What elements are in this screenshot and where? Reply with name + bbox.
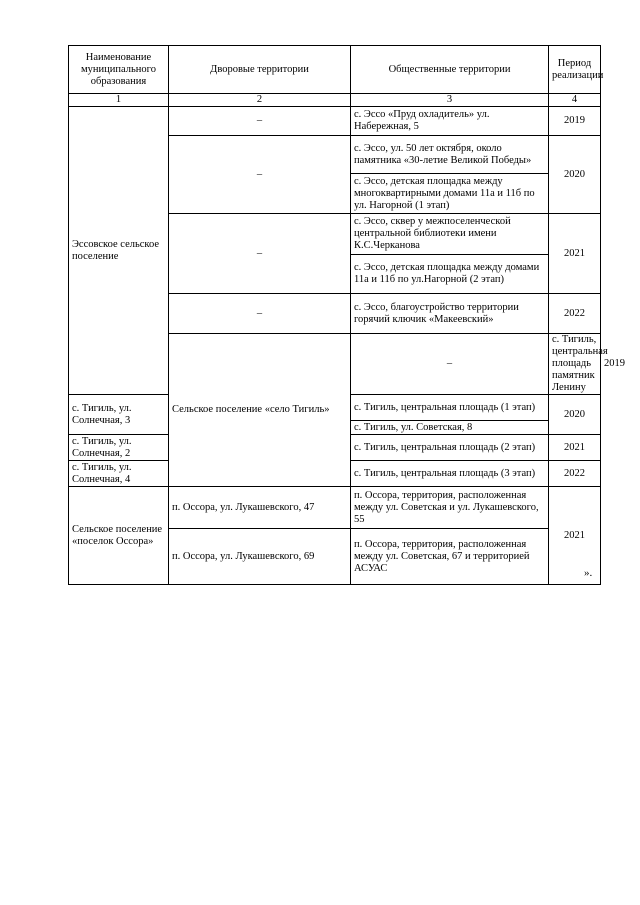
year-cell: 2021 bbox=[549, 214, 601, 294]
public-cell: с. Эссо, детская площадка между домами 11а и 11б по ул.Нагорной (2 этап) bbox=[351, 255, 549, 294]
year-cell: 2020 bbox=[549, 395, 601, 435]
closing-quote: ». bbox=[584, 567, 593, 579]
yard-cell: с. Тигиль, ул. Солнечная, 2 bbox=[69, 435, 169, 461]
year-cell: 2021 bbox=[549, 435, 601, 461]
year-cell: 2022 bbox=[549, 461, 601, 487]
public-cell: с. Тигиль, центральная площадь (1 этап) bbox=[351, 395, 549, 421]
territories-table bbox=[68, 45, 625, 585]
header-row bbox=[69, 46, 601, 94]
yard-cell: – bbox=[169, 107, 351, 136]
year-cell: 2019 bbox=[549, 107, 601, 136]
table-row bbox=[69, 487, 601, 529]
yard-cell: с. Тигиль, ул. Солнечная, 4 bbox=[69, 461, 169, 487]
column-number: 1 bbox=[69, 94, 169, 107]
yard-cell: – bbox=[169, 214, 351, 294]
column-number: 4 bbox=[549, 94, 601, 107]
table-row: Сельское поселение «село Тигиль» – с. Тигиль, центральная площадь памятник Ленину 2019 bbox=[69, 334, 601, 395]
public-cell: с. Эссо, детская площадка между многоквартирными домами 11а и 11б по ул. Нагорной (1 этап) bbox=[351, 174, 549, 214]
header-municipality: Наименование муниципального образования bbox=[69, 46, 169, 94]
column-number: 3 bbox=[351, 94, 549, 107]
year-cell: 2021 bbox=[549, 487, 601, 585]
municipality-cell: Сельское поселение «поселок Оссора» bbox=[69, 487, 169, 585]
header-period: Период реализации bbox=[549, 46, 601, 94]
public-cell: с. Эссо, благоустройство территории горячий ключик «Макеевский» bbox=[351, 294, 549, 334]
public-cell: с. Эссо, ул. 50 лет октября, около памятника «30-летие Великой Победы» bbox=[351, 136, 549, 174]
column-number: 2 bbox=[169, 94, 351, 107]
public-cell: с. Тигиль, центральная площадь (2 этап) bbox=[351, 435, 549, 461]
public-cell: с. Эссо, сквер у межпоселенческой центральной библиотеки имени К.С.Черканова bbox=[351, 214, 549, 255]
yard-cell: – bbox=[169, 294, 351, 334]
year-cell: 2022 bbox=[549, 294, 601, 334]
public-cell: с. Эссо «Пруд охладитель» ул. Набережная, 5 bbox=[351, 107, 549, 136]
yard-cell: – bbox=[169, 136, 351, 214]
column-number-row bbox=[69, 94, 601, 107]
public-cell: п. Оссора, территория, расположенная между ул. Советская, 67 и территорией АСУАС bbox=[351, 529, 549, 585]
yard-cell: – bbox=[351, 334, 549, 395]
public-cell: п. Оссора, территория, расположенная между ул. Советская и ул. Лукашевского, 55 bbox=[351, 487, 549, 529]
yard-cell: п. Оссора, ул. Лукашевского, 47 bbox=[169, 487, 351, 529]
municipality-cell: Эссовское сельское поселение bbox=[69, 107, 169, 395]
municipality-cell: Сельское поселение «село Тигиль» bbox=[169, 334, 351, 487]
year-cell: 2020 bbox=[549, 136, 601, 214]
table-row bbox=[69, 107, 601, 136]
yard-cell: п. Оссора, ул. Лукашевского, 69 bbox=[169, 529, 351, 585]
header-yard-territories: Дворовые территории bbox=[169, 46, 351, 94]
public-cell: с. Тигиль, центральная площадь памятник Ленину bbox=[549, 334, 601, 395]
yard-cell: с. Тигиль, ул. Солнечная, 3 bbox=[69, 395, 169, 435]
public-cell: с. Тигиль, центральная площадь (3 этап) bbox=[351, 461, 549, 487]
header-public-territories: Общественные территории bbox=[351, 46, 549, 94]
public-cell: с. Тигиль, ул. Советская, 8 bbox=[351, 421, 549, 435]
